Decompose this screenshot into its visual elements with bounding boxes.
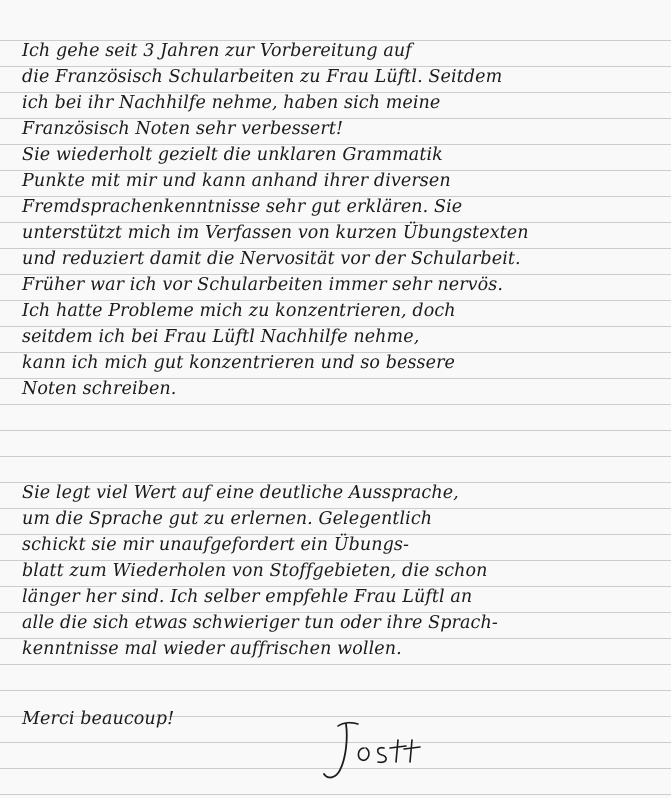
letter-line: Sie wiederholt gezielt die unklaren Grammatik	[22, 145, 443, 165]
letter-line: und reduziert damit die Nervosität vor der Schularbeit.	[22, 249, 521, 269]
letter-line: seitdem ich bei Frau Lüftl Nachhilfe nehme,	[22, 327, 420, 347]
letter-line: Sie legt viel Wert auf eine deutliche Aussprache,	[22, 483, 459, 503]
letter-line: Fremdsprachenkenntnisse sehr gut erklären. Sie	[22, 197, 463, 217]
closing-line: Merci beaucoup!	[22, 709, 175, 729]
letter-line: Noten schreiben.	[22, 379, 177, 399]
letter-line: alle die sich etwas schwieriger tun oder ihre Sprach-	[22, 613, 498, 633]
letter-line: Ich gehe seit 3 Jahren zur Vorbereitung auf	[22, 41, 412, 61]
letter-line: die Französisch Schularbeiten zu Frau Lüftl. Seitdem	[22, 67, 503, 87]
letter-line: Früher war ich vor Schularbeiten immer sehr nervös.	[22, 275, 504, 295]
letter-line: ich bei ihr Nachhilfe nehme, haben sich meine	[22, 93, 441, 113]
letter-line: kann ich mich gut konzentrieren und so bessere	[22, 353, 456, 373]
letter-line: schickt sie mir unaufgefordert ein Übungs-	[22, 535, 410, 555]
letter-line: blatt zum Wiederholen von Stoffgebieten, die schon	[22, 561, 488, 581]
letter-line: um die Sprache gut zu erlernen. Gelegentlich	[22, 509, 433, 529]
letter-line: Französisch Noten sehr verbessert!	[22, 119, 344, 139]
letter-line: kenntnisse mal wieder auffrischen wollen.	[22, 639, 402, 659]
letter-line: Ich hatte Probleme mich zu konzentrieren, doch	[22, 301, 456, 321]
letter-line: länger her sind. Ich selber empfehle Frau Lüftl an	[22, 587, 473, 607]
letter-line: Punkte mit mir und kann anhand ihrer diversen	[22, 171, 451, 191]
letter-line: unterstützt mich im Verfassen von kurzen Übungstexten	[22, 223, 529, 243]
